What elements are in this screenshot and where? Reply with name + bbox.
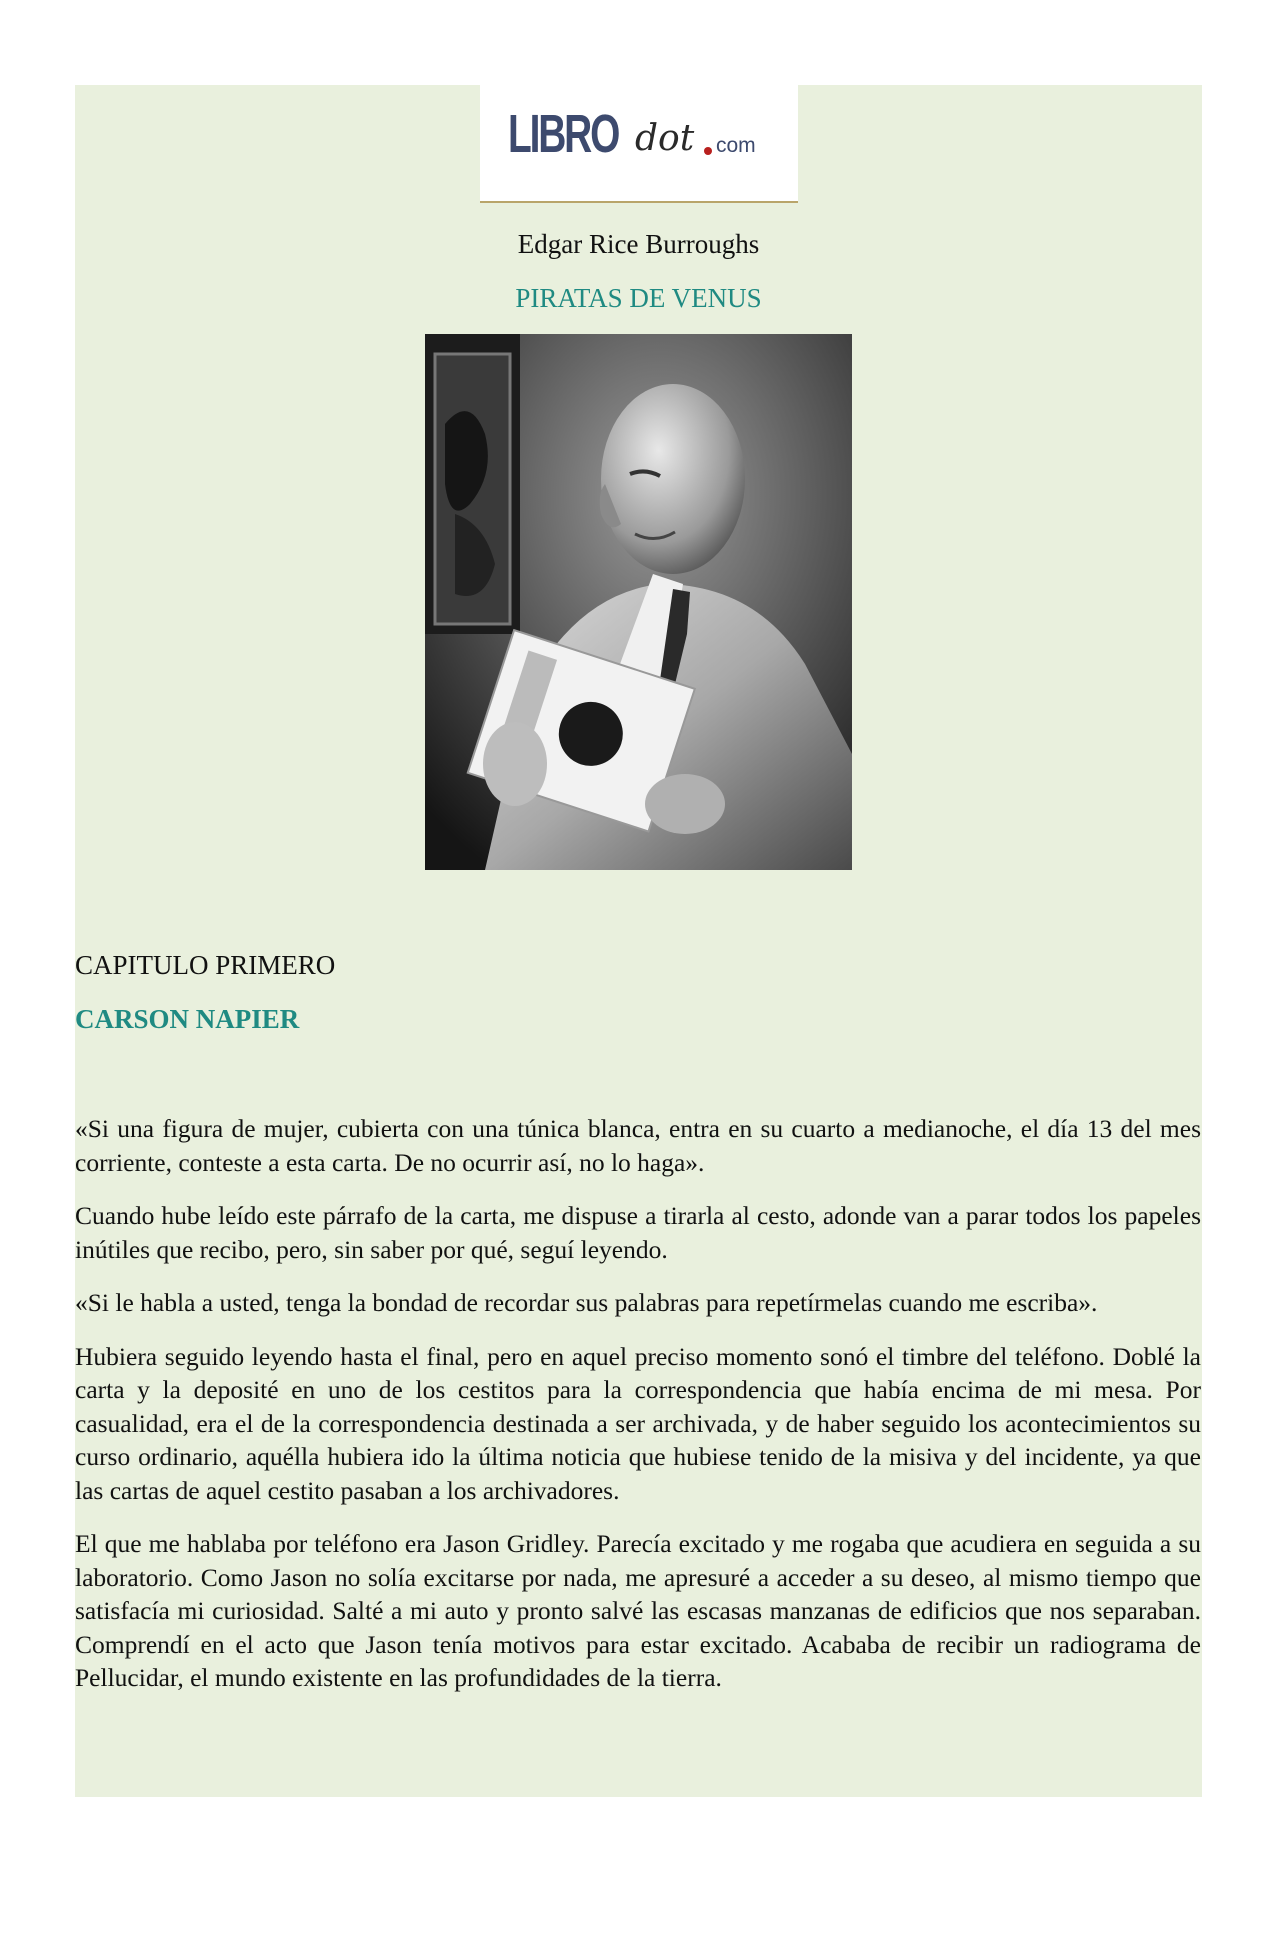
book-title: PIRATAS DE VENUS	[515, 283, 762, 313]
paragraph: Hubiera seguido leyendo hasta el final, pero en aquel preciso momento sonó el timbre del teléfono. Doblé la carta y la deposité en uno de los cestitos para la correspondencia que había encima de mi mesa. Por casualidad, era el de la correspondencia destinada a ser archivada, y de haber seguido los acontecimientos su curso ordinario, aquélla hubiera ido la última noticia que hubiese tenido de la misiva y del incidente, ya que las cartas de aquel cestito pasaban a los archivadores.	[75, 1341, 1201, 1505]
logo-brand: LIBRO	[508, 104, 619, 164]
paragraph: Cuando hube leído este párrafo de la carta, me dispuse a tirarla al cesto, adonde van a parar todos los papeles inútiles que recibo, pero, sin saber por qué, seguí leyendo.	[75, 1201, 1201, 1264]
paragraph: El que me hablaba por teléfono era Jason Gridley. Parecía excitado y me rogaba que acudiera en seguida a su laboratorio. Como Jason no solía excitarse por nada, me apresuré a acceder a su deseo, al mismo tiempo que satisfacía mi curiosidad. Salté a mi auto y pronto salvé las escasas manzanas de edificios que nos separaban. Comprendí en el acto que Jason tenía motivos para estar excitado. Acababa de recibir un radiograma de Pellucidar, el mundo existente en las profundidades de la tierra.	[75, 1529, 1201, 1692]
logo-domain-suffix: com	[716, 134, 756, 157]
logo-dot-icon	[704, 147, 712, 155]
chapter-label: CAPITULO PRIMERO	[75, 950, 336, 980]
paragraph: «Si le habla a usted, tenga la bondad de recordar sus palabras para repetírmelas cuando me escriba».	[75, 1288, 1098, 1317]
chapter-body	[75, 1112, 1201, 1715]
librodot-logo	[480, 85, 798, 203]
author-photo	[425, 334, 852, 870]
logo-brand-script: dot	[635, 118, 695, 159]
chapter-title: CARSON NAPIER	[75, 1004, 300, 1034]
author-name: Edgar Rice Burroughs	[517, 229, 760, 259]
paragraph: «Si una figura de mujer, cubierta con una túnica blanca, entra en su cuarto a medianoche, el día 13 del mes corriente, conteste a esta carta. De no ocurrir así, no lo haga».	[75, 1114, 1201, 1177]
